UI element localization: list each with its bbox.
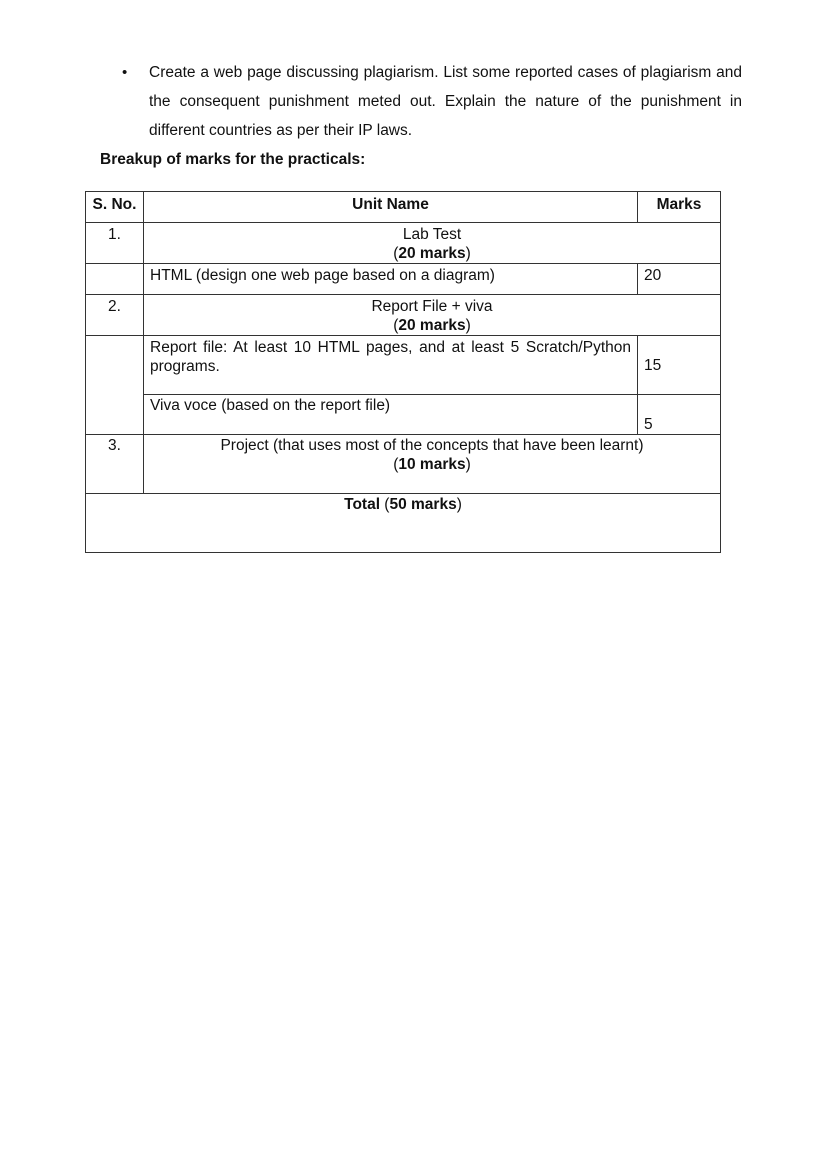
header-unit-name: Unit Name (144, 192, 638, 223)
section-heading: Breakup of marks for the practicals: (100, 151, 366, 168)
section-title-cell (144, 223, 721, 264)
section-title: Report File + viva (371, 298, 493, 315)
row-sno (86, 336, 144, 435)
unit-name: HTML (design one web page based on a diagram) (144, 264, 638, 295)
table-row (86, 264, 721, 295)
section-title: Lab Test (402, 226, 462, 243)
section-marks: (20 marks) (393, 245, 471, 262)
unit-marks: 20 (638, 264, 721, 295)
row-sno: 3. (86, 435, 144, 494)
section-marks: (20 marks) (393, 317, 471, 334)
table-row (86, 336, 721, 395)
header-sno: S. No. (86, 192, 144, 223)
table-total-row (86, 494, 721, 553)
bullet-text: Create a web page discussing plagiarism. List some reported cases of plagiarism and the consequent punishment meted out. Explain the nature of the punishment in different countries as per their IP laws. (149, 64, 742, 139)
plagiarism-bullet (122, 58, 742, 145)
header-marks: Marks (638, 192, 721, 223)
marks-table (85, 191, 721, 553)
unit-name: Report file: At least 10 HTML pages, and at least 5 Scratch/Python programs. (144, 336, 638, 395)
row-sno: 2. (86, 295, 144, 336)
table-row (86, 395, 721, 435)
unit-marks: 5 (638, 395, 721, 435)
total-label: Total (344, 496, 380, 513)
row-sno (86, 264, 144, 295)
total-cell: Total (50 marks) (86, 494, 721, 553)
total-marks: 50 marks (389, 496, 457, 513)
section-title: Project (that uses most of the concepts that have been learnt) (220, 437, 644, 454)
unit-marks: 15 (638, 336, 721, 395)
section-marks: (10 marks) (393, 456, 471, 473)
table-row (86, 435, 721, 494)
table-row (86, 295, 721, 336)
bullet-icon: • (122, 64, 128, 81)
section-title-cell (144, 295, 721, 336)
row-sno: 1. (86, 223, 144, 264)
unit-name: Viva voce (based on the report file) (144, 395, 638, 435)
table-row (86, 223, 721, 264)
table-header-row (86, 192, 721, 223)
section-title-cell (144, 435, 721, 494)
